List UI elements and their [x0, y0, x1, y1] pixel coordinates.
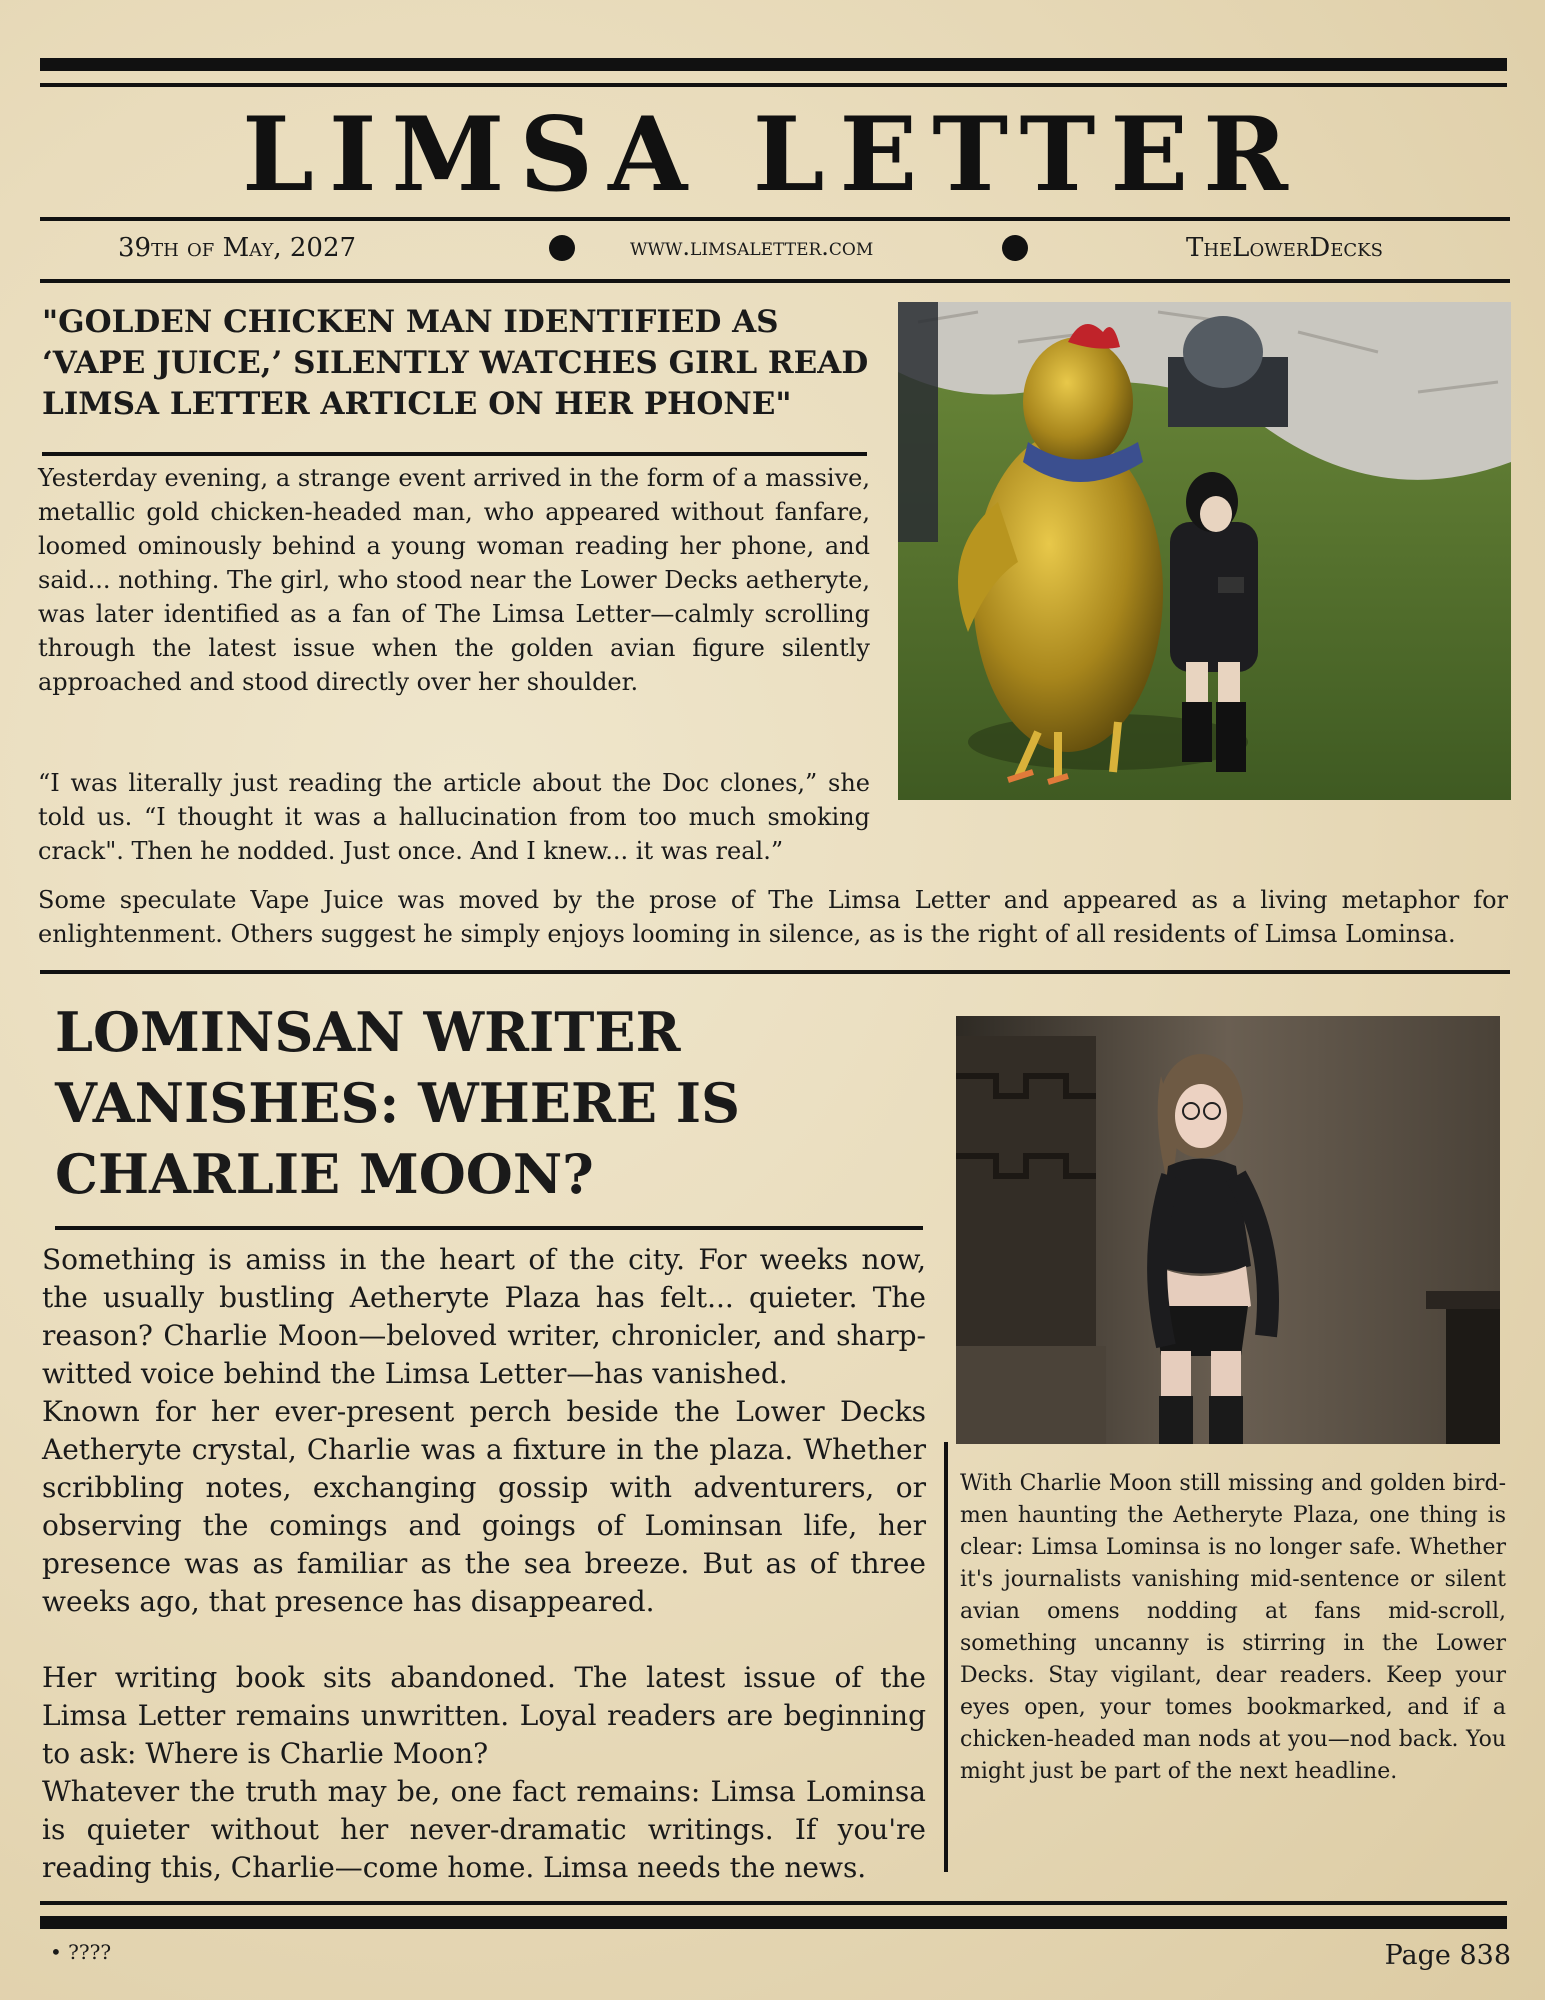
- section-divider: [40, 970, 1510, 974]
- sidebar-paragraph: With Charlie Moon still missing and golden bird-men haunting the Aetheryte Plaza, one thing is clear: Limsa Lominsa is no longer safe. Whether it's journalists vanishing mid-sentence or silent avian omens nodding at fans mid-scroll, something uncanny is stirring in the Lower Decks. Stay vigilant, dear readers. Keep your eyes open, your tomes bookmarked, and if a chicken-headed man nods at you—nod back. You might just be part of the next headline.: [960, 1471, 1506, 1784]
- article-headline: "GOLDEN CHICKEN MAN IDENTIFIED AS ‘VAPE JUICE,’ SILENTLY WATCHES GIRL READ LIMSA LETTER ARTICLE ON HER PHONE": [42, 304, 869, 422]
- footer-note-text: ????: [68, 1940, 112, 1964]
- bottom-thick-rule: [40, 1916, 1507, 1929]
- separator-dot: [549, 235, 575, 261]
- meta-bottom-rule: [40, 279, 1510, 283]
- article-headline: LOMINSAN WRITER VANISHES: WHERE IS CHARLIE MOON?: [55, 1000, 741, 1206]
- charlie-moon-illustration: [956, 1016, 1500, 1444]
- article-closing: Some speculate Vape Juice was moved by the prose of The Limsa Letter and appeared as a living metaphor for enlightenment. Others suggest he simply enjoys looming in silence, as is the right of all residents of Limsa Lominsa.: [38, 886, 1508, 948]
- top-thin-rule: [40, 83, 1507, 87]
- masthead-bottom-rule: [40, 217, 1510, 221]
- article-paragraph: Yesterday evening, a strange event arrived in the form of a massive, metallic gold chicken-headed man, who appeared without fanfare, loomed ominously behind a young woman reading her phone, and said... nothing. The girl, who stood near the Lower Decks aetheryte, was later identified as a fan of The Limsa Letter—calmly scrolling through the latest issue when the golden avian figure silently approached and stood directly over her shoulder.: [38, 464, 870, 696]
- headline-underline: [55, 1226, 923, 1230]
- section-name: TheLowerDecks: [1186, 233, 1383, 263]
- issue-date: 39th of May, 2027: [118, 233, 357, 263]
- chicken-man-photo: [898, 302, 1511, 800]
- bottom-thin-rule: [40, 1901, 1507, 1905]
- footer-note: [50, 1940, 111, 1964]
- top-thick-rule: [40, 58, 1507, 71]
- separator-dot: [1002, 235, 1028, 261]
- article-paragraph: Her writing book sits abandoned. The latest issue of the Limsa Letter remains unwritten. Loyal readers are beginning to ask: Where is Charlie Moon?: [42, 1661, 926, 1770]
- charlie-moon-photo: [956, 1016, 1500, 1444]
- headline-underline: [42, 452, 867, 456]
- sidebar-divider: [944, 1442, 948, 1872]
- article-paragraph: Known for her ever-present perch beside the Lower Decks Aetheryte crystal, Charlie was a fixture in the plaza. Whether scribbling notes, exchanging gossip with adventurers, or observing the comings and goings of Lominsan life, her presence was as familiar as the sea breeze. But as of three weeks ago, that presence has disappeared.: [42, 1395, 926, 1618]
- article-quote: “I was literally just reading the article about the Doc clones,” she told us. “I thought it was a hallucination from too much smoking crack". Then he nodded. Just once. And I knew... it was real.”: [38, 769, 870, 865]
- article-paragraph: Something is amiss in the heart of the city. For weeks now, the usually bustling Aetheryte Plaza has felt... quieter. The reason? Charlie Moon—beloved writer, chronicler, and sharp-witted voice behind the Limsa Letter—has vanished.: [42, 1243, 926, 1390]
- bullet-icon: •: [50, 1940, 62, 1964]
- chicken-man-illustration: [898, 302, 1511, 800]
- website-link[interactable]: www.limsaletter.com: [630, 233, 874, 261]
- article-paragraph: Whatever the truth may be, one fact remains: Limsa Lominsa is quieter without her never-dramatic writings. If you're reading this, Charlie—come home. Limsa needs the news.: [42, 1775, 926, 1884]
- masthead-title: LIMSA LETTER: [242, 95, 1303, 215]
- page-number: Page 838: [1384, 1940, 1511, 1971]
